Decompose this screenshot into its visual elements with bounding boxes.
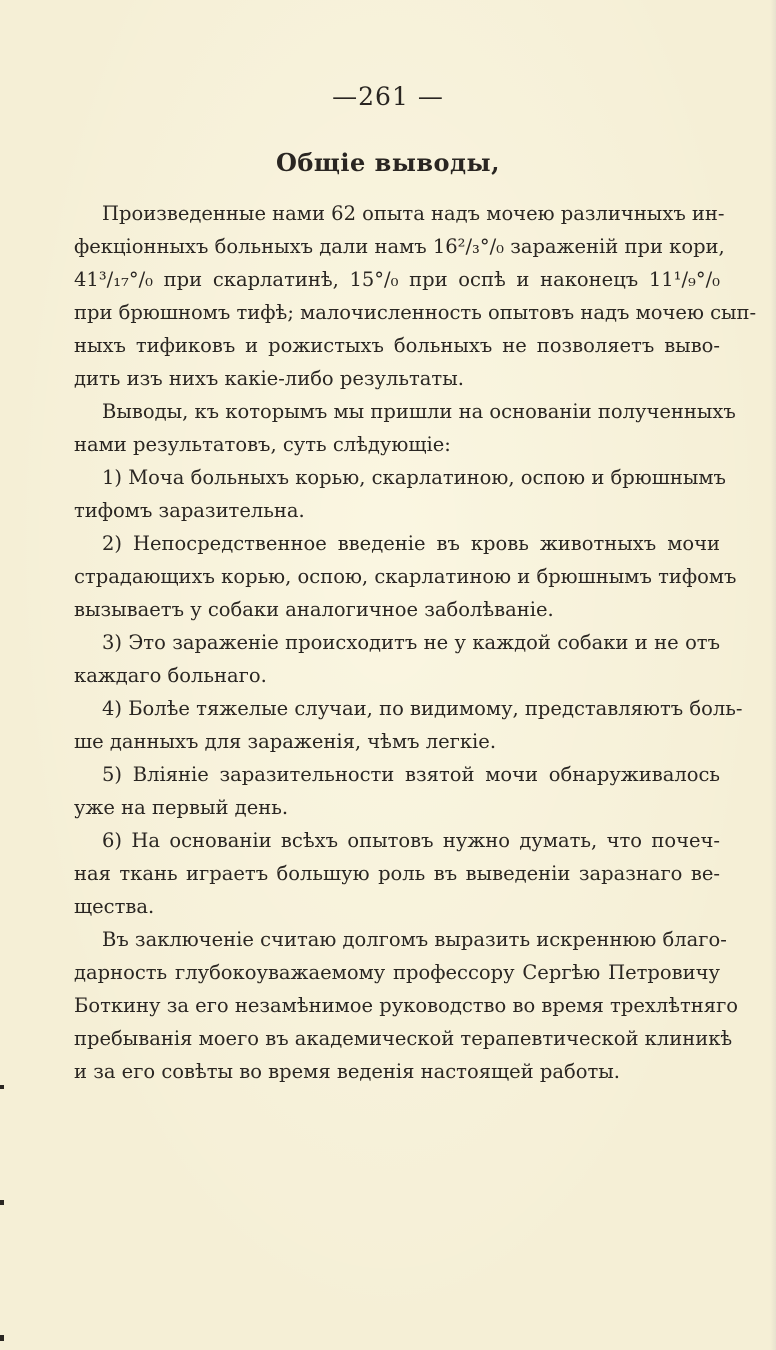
text-line: и за его совѣты во время веденія настоящей работы. bbox=[74, 1060, 620, 1083]
text-line: 4) Болѣе тяжелые случаи, по видимому, представляютъ боль- bbox=[102, 697, 743, 720]
text-line: 1) Моча больныхъ корью, скарлатиною, оспою и брюшнымъ bbox=[102, 466, 726, 489]
page-edge bbox=[770, 0, 776, 1350]
text-line: страдающихъ корью, оспою, скарлатиною и брюшнымъ тифомъ bbox=[74, 565, 737, 588]
text-line: Боткину за его незамѣнимое руководство во время трехлѣтняго bbox=[74, 994, 739, 1017]
text-line: 2) Непосредственное введеніе въ кровь животныхъ мочи bbox=[102, 532, 720, 555]
text-line: 5) Вліяніе заразительности взятой мочи обнаруживалось bbox=[102, 763, 720, 786]
text-line: пребыванія моего въ академической терапевтической клиникѣ bbox=[74, 1027, 733, 1050]
text-line: ная ткань играетъ большую роль въ выведеніи заразнаго ве- bbox=[74, 862, 720, 885]
text-line: щества. bbox=[74, 895, 155, 918]
text-line: 3) Это зараженіе происходитъ не у каждой собаки и не отъ bbox=[102, 631, 720, 654]
page-number: —261 — bbox=[332, 82, 444, 111]
scan-mark bbox=[0, 1335, 4, 1341]
text-line: каждаго больнаго. bbox=[74, 664, 267, 687]
section-title: Общіе выводы, bbox=[276, 148, 500, 177]
text-line: Въ заключеніе считаю долгомъ выразить искреннюю благо- bbox=[102, 928, 727, 951]
text-line: ше данныхъ для зараженія, чѣмъ легкіе. bbox=[74, 730, 497, 753]
text-line: ныхъ тификовъ и рожистыхъ больныхъ не позволяетъ выво- bbox=[74, 334, 720, 357]
text-line: дить изъ нихъ какіе-либо результаты. bbox=[74, 367, 464, 390]
text-line: Произведенные нами 62 опыта надъ мочею различныхъ ин- bbox=[102, 202, 725, 225]
text-line: нами результатовъ, суть слѣдующіе: bbox=[74, 433, 451, 456]
text-line: при брюшномъ тифѣ; малочисленность опытовъ надъ мочею сып- bbox=[74, 301, 757, 324]
text-line: тифомъ заразительна. bbox=[74, 499, 305, 522]
text-line: 6) На основаніи всѣхъ опытовъ нужно думать, что почеч- bbox=[102, 829, 720, 852]
text-line: 41³/₁₇°/₀ при скарлатинѣ, 15°/₀ при оспѣ и наконецъ 11¹/₉°/₀ bbox=[74, 268, 720, 291]
text-line: фекціонныхъ больныхъ дали намъ 16²/₃°/₀ зараженій при кори, bbox=[74, 235, 725, 258]
body-text bbox=[74, 197, 757, 1088]
text-line: вызываетъ у собаки аналогичное заболѣваніе. bbox=[74, 598, 554, 621]
text-line: Выводы, къ которымъ мы пришли на основаніи полученныхъ bbox=[102, 400, 736, 423]
text-line: дарность глубокоуважаемому профессору Сергѣю Петровичу bbox=[74, 961, 720, 984]
scan-mark bbox=[0, 1200, 4, 1205]
text-line: уже на первый день. bbox=[74, 796, 289, 819]
scan-mark bbox=[0, 1085, 4, 1089]
